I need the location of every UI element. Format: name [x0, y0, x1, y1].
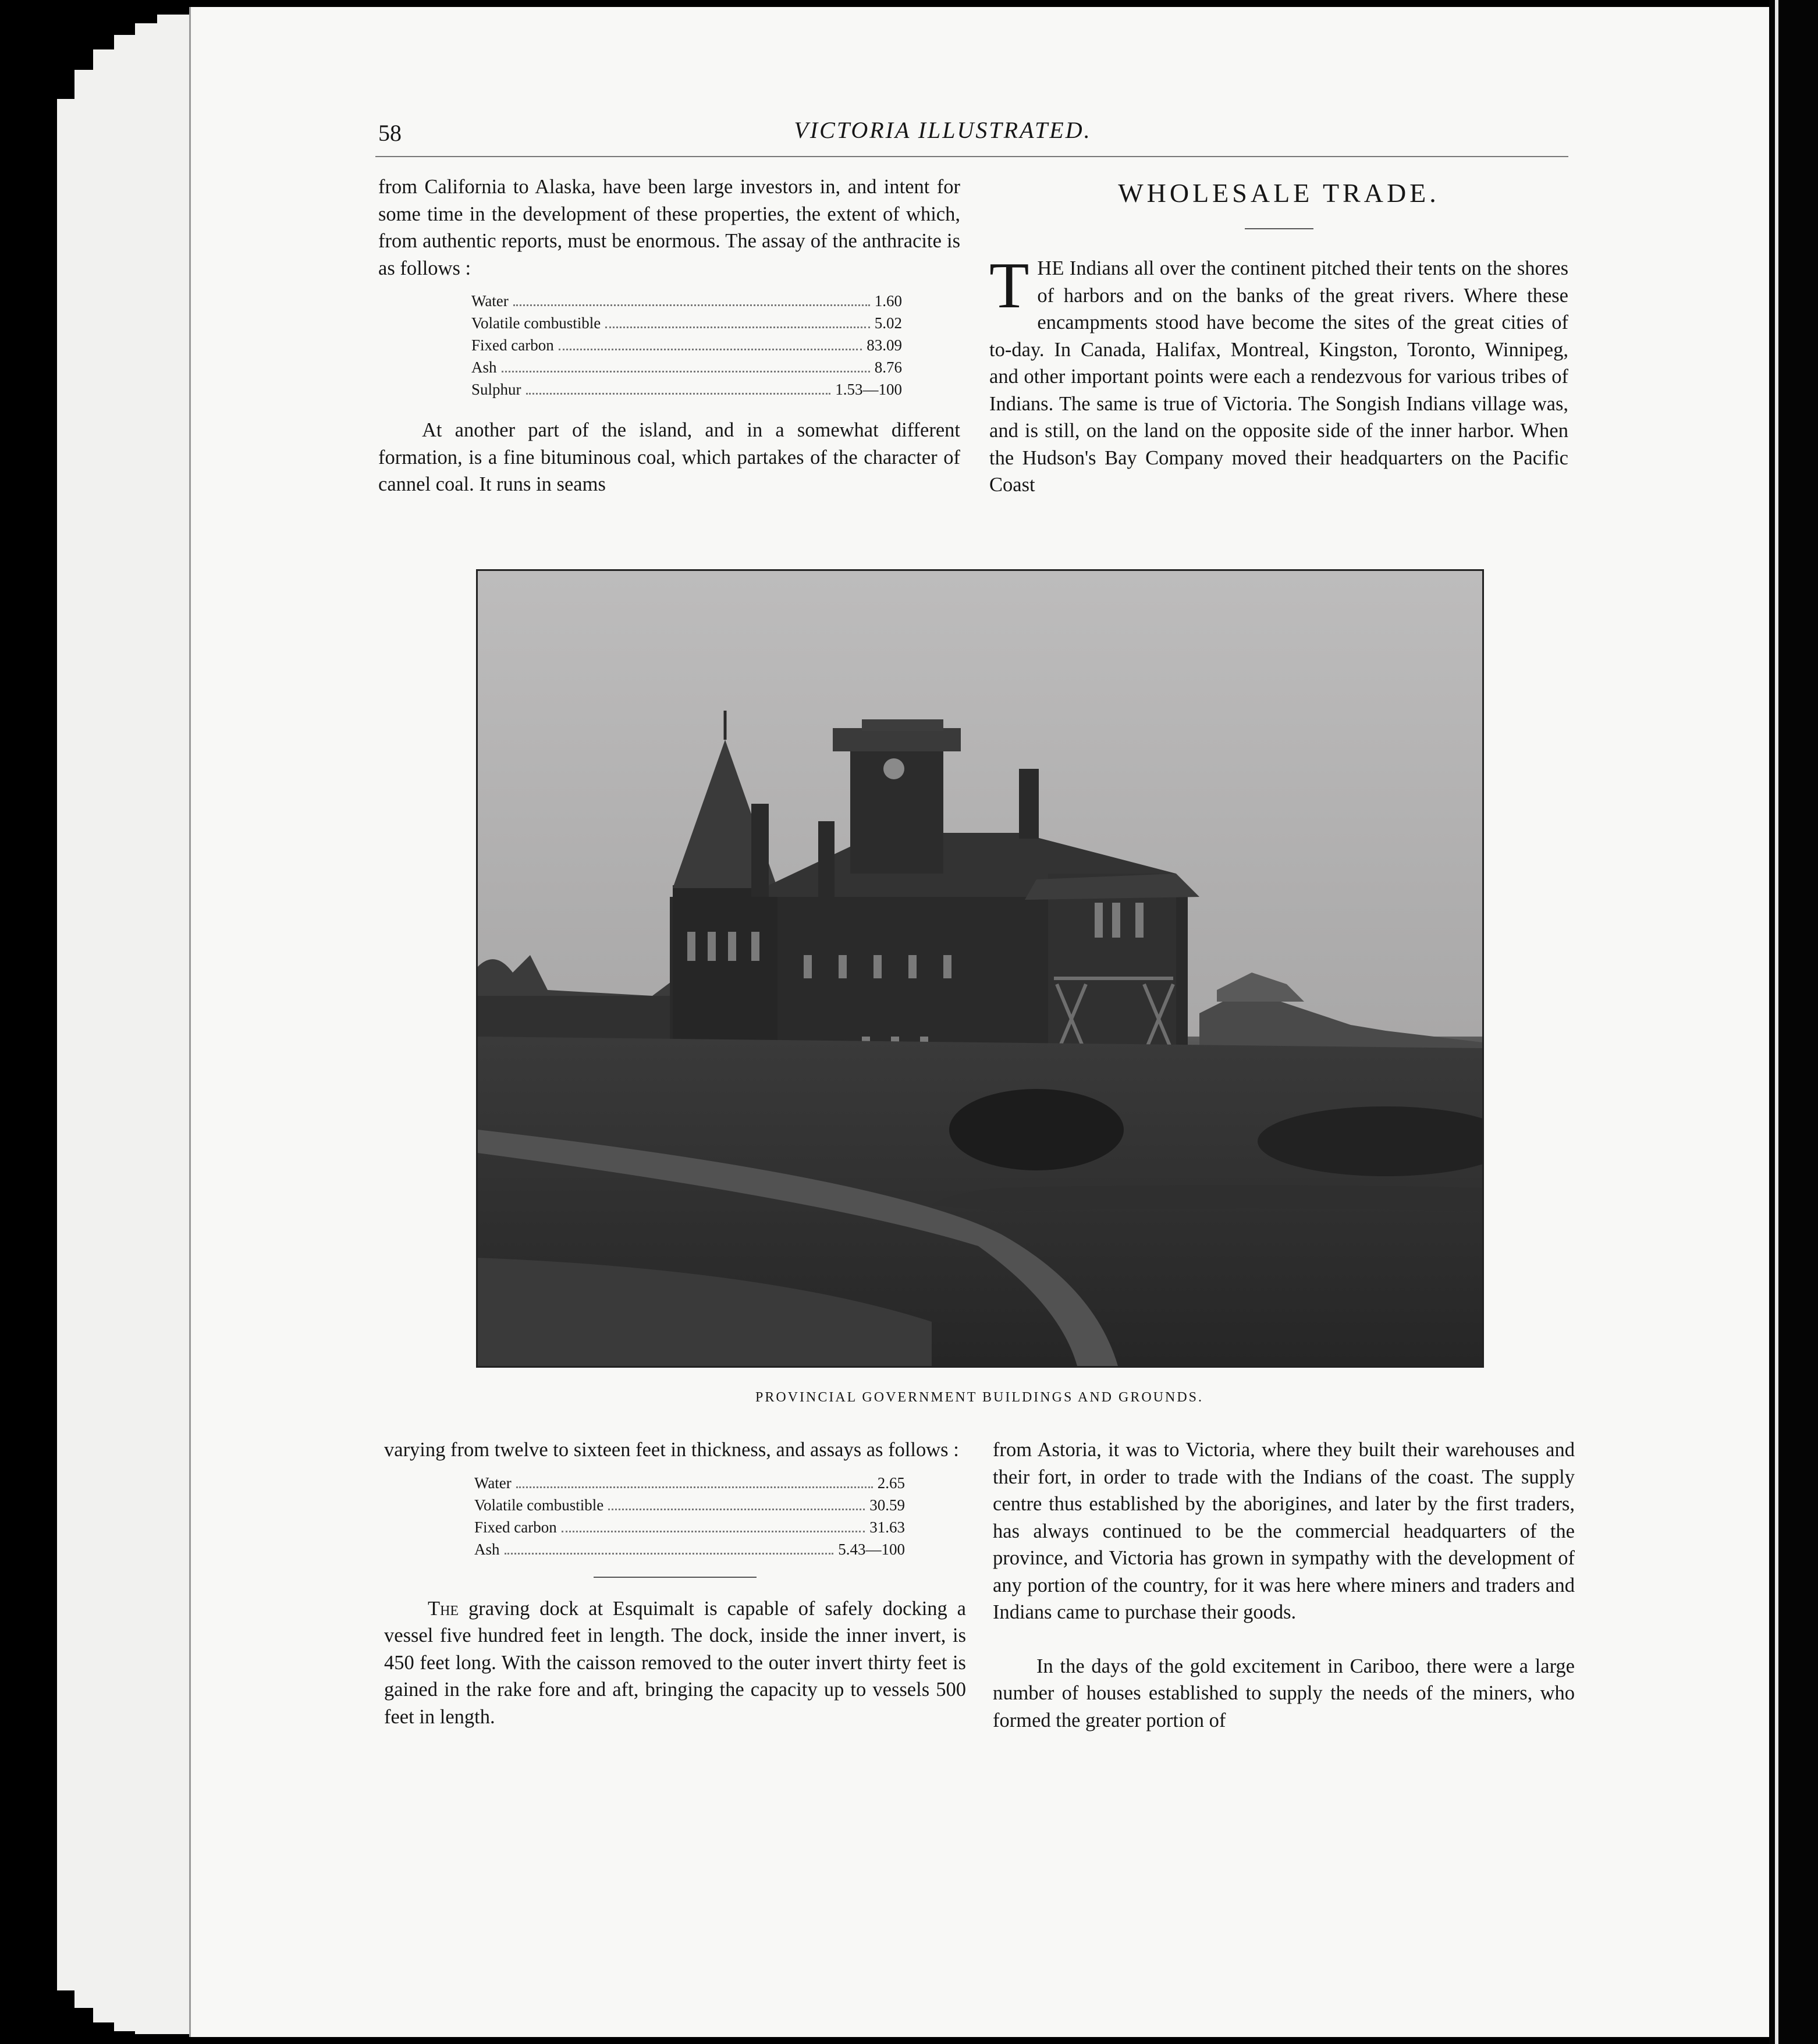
section-heading: WHOLESALE TRADE.	[1118, 178, 1440, 208]
assay-row: Ash 8.76	[471, 359, 902, 376]
assay-row: Water 2.65	[474, 1474, 905, 1492]
left-column-top	[378, 173, 960, 498]
paragraph: from Astoria, it was to Victoria, where they built their warehouses and their fort, in order to trade with the Indians of the coast. The supply centre thus established by the aborigines, and later by the first traders, has always continued to be the commercial headquarters of the province, and Victoria has grown in sympathy with the development of any portion of the country, for it was here where miners and traders and Indians came to purchase their goods.	[993, 1439, 1575, 1623]
assay-row: Fixed carbon 31.63	[474, 1518, 905, 1536]
assay-row: Sulphur 1.53—100	[471, 381, 902, 398]
assay-row: Water 1.60	[471, 292, 902, 310]
running-title: VICTORIA ILLUSTRATED.	[794, 117, 1092, 143]
photo-illustration	[478, 571, 1482, 1366]
buildings-photograph	[476, 569, 1484, 1368]
paragraph: from California to Alaska, have been large investors in, and intent for some time in the development of these properties, the extent of which, from authentic reports, must be enormous. The assay of the anthracite is as follows :	[378, 176, 960, 279]
heading-rule	[1245, 228, 1313, 229]
assay-row: Volatile combustible 5.02	[471, 314, 902, 332]
assay-row: Fixed carbon 83.09	[471, 336, 902, 354]
left-column-bottom	[384, 1436, 966, 1730]
paragraph: In the days of the gold excitement in Cariboo, there were a large number of houses established to supply the needs of the miners, who formed the greater portion of	[993, 1655, 1575, 1731]
page-number: 58	[378, 120, 402, 146]
section-rule	[594, 1577, 757, 1578]
bituminous-assay-table	[474, 1472, 905, 1560]
paragraph: The graving dock at Esquimalt is capable of safely docking a vessel five hundred feet in length. The dock, inside the inner invert, is 450 feet long. With the caisson removed to the outer invert thirty feet is gained in the rake fore and aft, bringing the capacity up to vessels 500 feet in length.	[384, 1597, 966, 1728]
figure-caption: PROVINCIAL GOVERNMENT BUILDINGS AND GROUNDS.	[755, 1390, 1203, 1405]
anthracite-assay-table	[471, 290, 902, 400]
header-rule	[375, 156, 1568, 157]
binding-edge	[1775, 0, 1778, 2044]
right-column-bottom	[993, 1436, 1575, 1734]
assay-row: Ash 5.43—100	[474, 1540, 905, 1558]
paragraph: varying from twelve to sixteen feet in thickness, and assays as follows :	[384, 1439, 959, 1461]
drop-cap: T	[989, 250, 1029, 322]
paragraph: THE Indians all over the continent pitched their tents on the shores of harbors and on the banks of the great rivers. Where these encampments stood have become the sites of the great cities of to-day. In Canada, Halifax, Montreal, Kingston, Toronto, Winnipeg, and other important points were each a rendezvous for various tribes of Indians. The same is true of Victoria. The Songish Indians village was, and is still, on the land on the opposite side of the inner harbor. When the Hudson's Bay Company moved their headquarters on the Pacific Coast	[989, 250, 1568, 496]
paragraph: At another part of the island, and in a somewhat different formation, is a fine bituminous coal, which partakes of the character of cannel coal. It runs in seams	[378, 419, 960, 495]
assay-row: Volatile combustible 30.59	[474, 1496, 905, 1514]
right-column-top	[989, 173, 1568, 499]
